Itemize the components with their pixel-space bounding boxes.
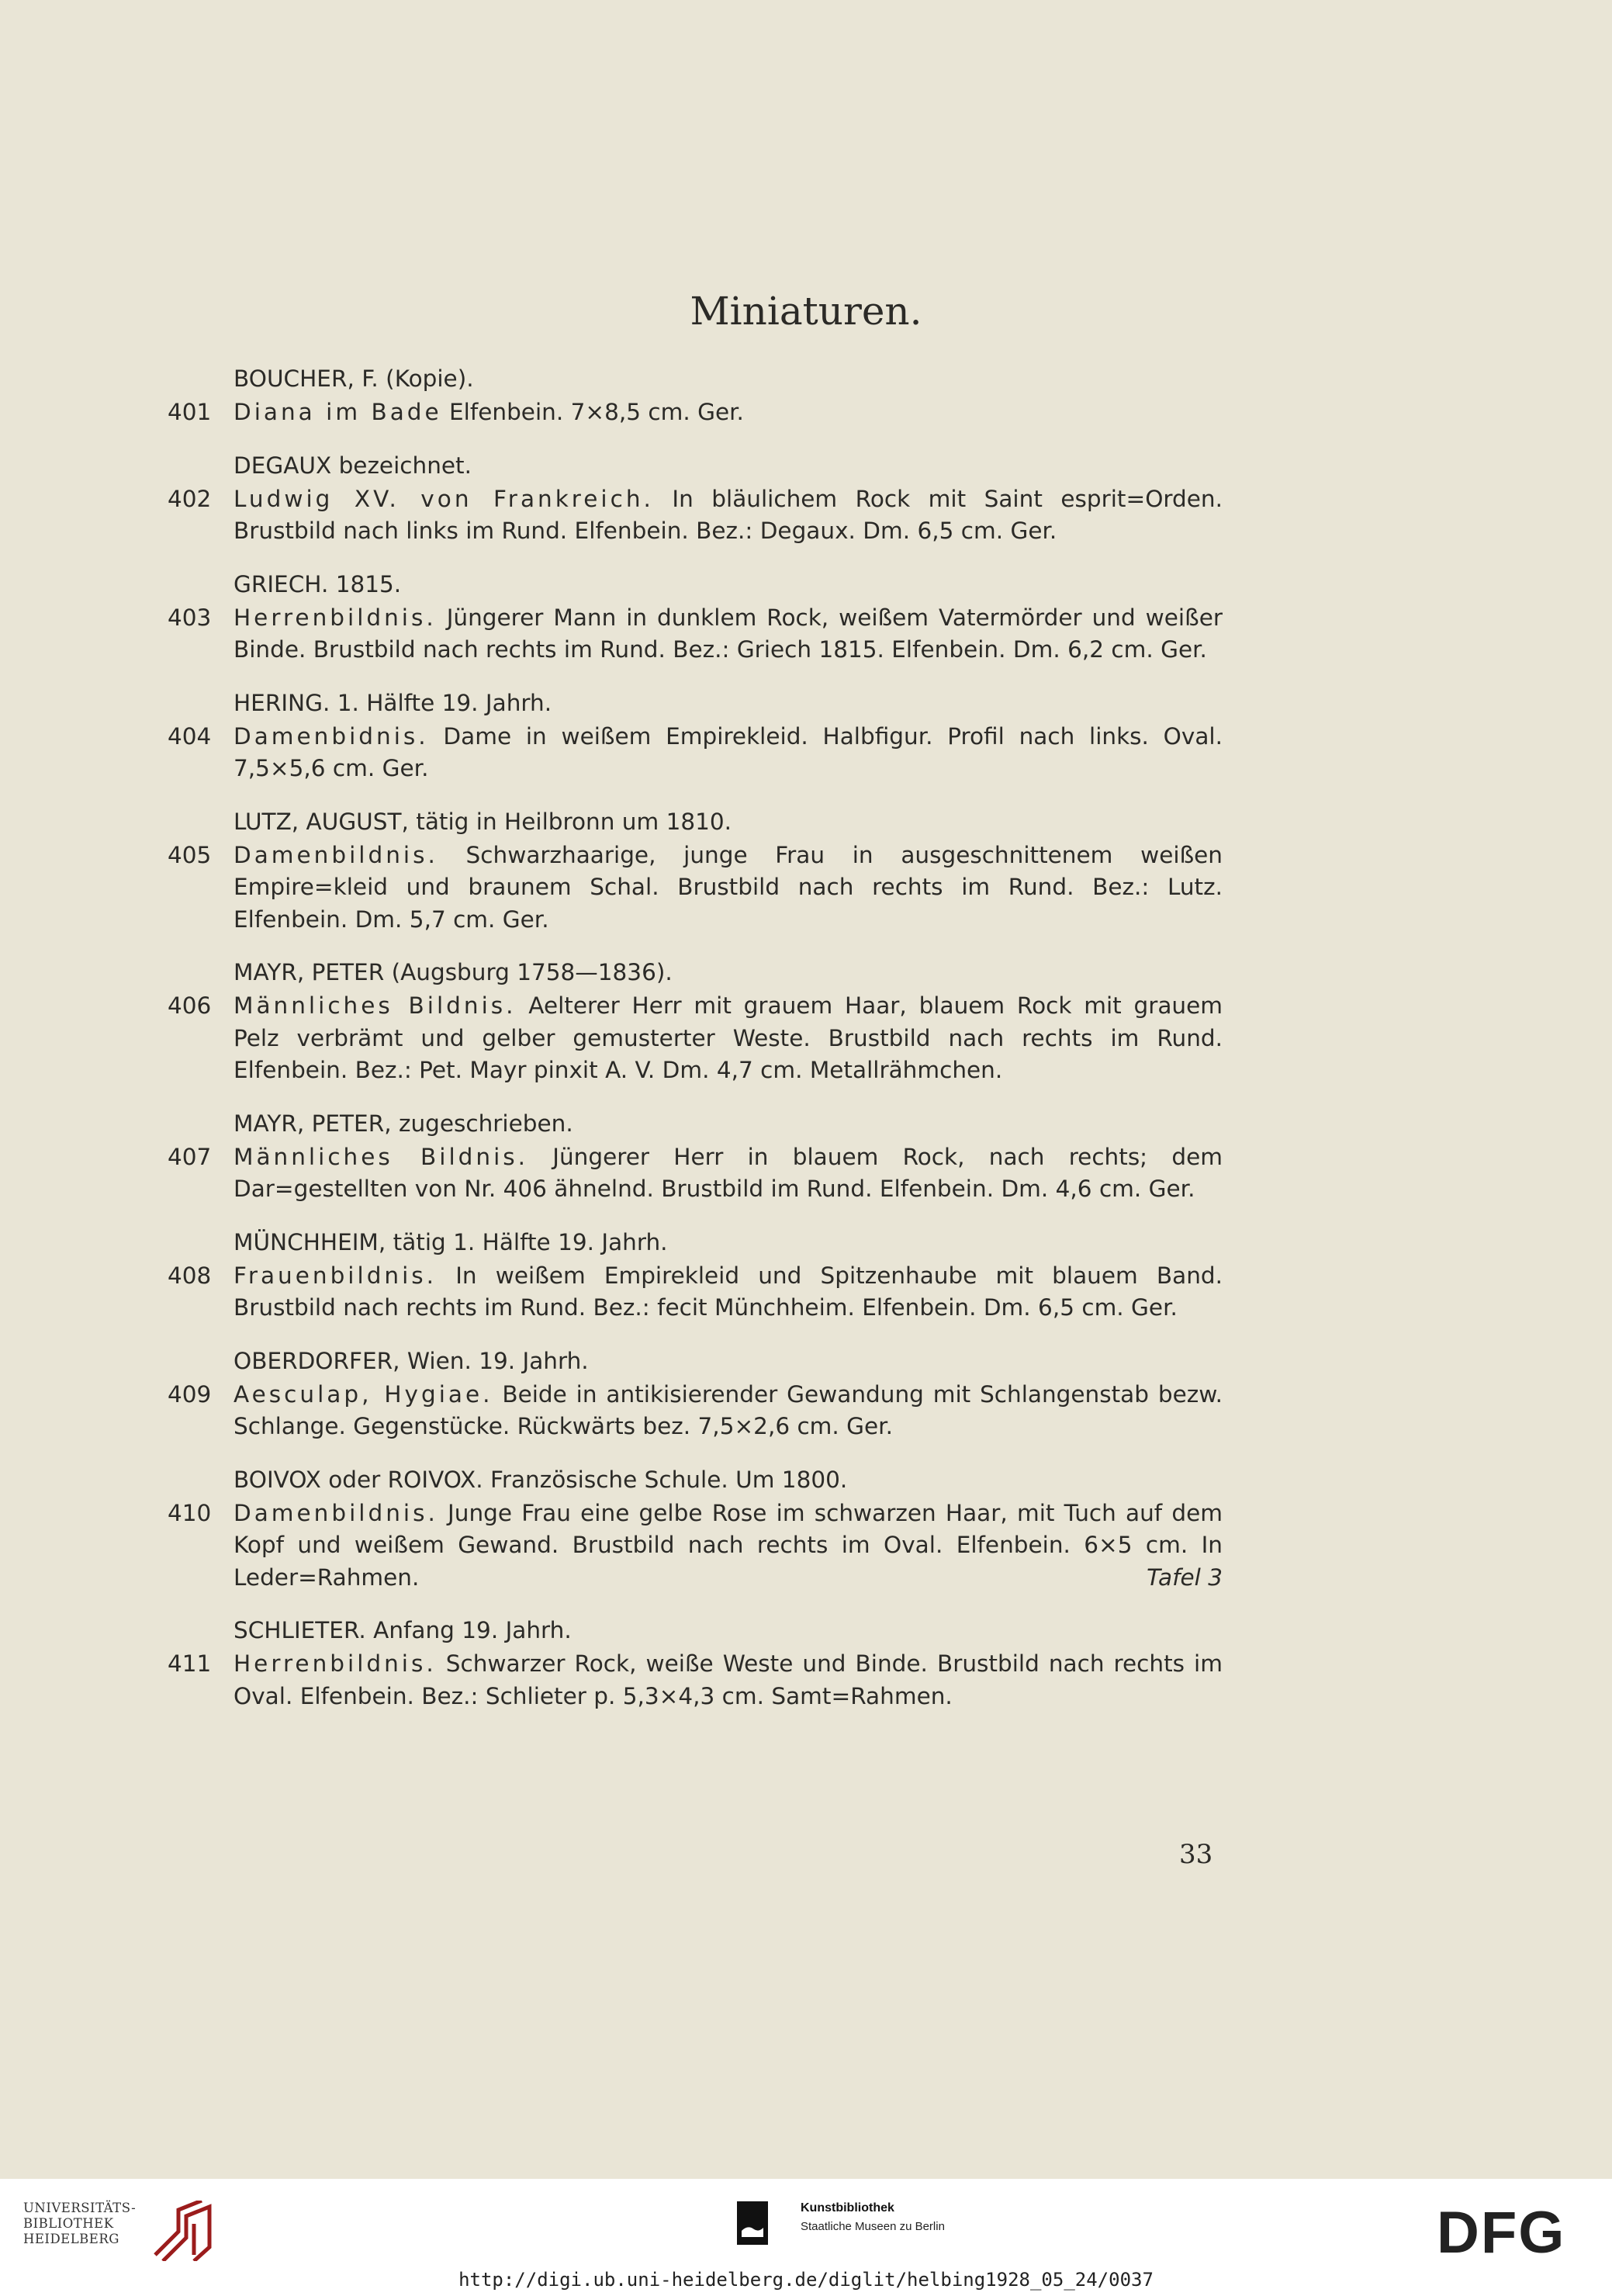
lot-title: Herrenbildnis. <box>233 604 437 631</box>
heidelberg-library-logo[interactable] <box>23 2201 178 2260</box>
lot-details: In weißem Empirekleid und Spitzenhaube mit blauem Band. Brustbild nach rechts im Rund. Bez.: fecit Münchheim. Elfenbein. Dm. 6,5 cm. Ger. <box>233 1262 1223 1321</box>
artist-heading: HERING. 1. Hälfte 19. Jahrh. <box>233 689 552 716</box>
lot-description <box>233 602 1223 667</box>
plate-reference: Tafel 3 <box>1147 1564 1223 1591</box>
catalog-entries <box>168 362 1223 1732</box>
lot-item <box>168 990 1223 1087</box>
lot-number: 411 <box>168 1650 212 1677</box>
artist-heading: BOUCHER, F. (Kopie). <box>233 365 474 392</box>
lot-number: 405 <box>168 841 212 868</box>
artist-heading: GRIECH. 1815. <box>233 570 402 597</box>
catalog-entry <box>168 362 1223 429</box>
lot-item <box>168 1379 1223 1443</box>
lot-details: Aelterer Herr mit grauem Haar, blauem Rock mit grauem Pelz verbrämt und gelber gemusterter Weste. Brustbild nach rechts im Rund. Elfenbein. Bez.: Pet. Mayr pinxit A. V. Dm. 4,7 cm. Metallrähmchen. <box>233 992 1223 1083</box>
lot-item <box>168 840 1223 937</box>
artist-heading: DEGAUX bezeichnet. <box>233 452 472 479</box>
lot-description <box>233 1260 1223 1325</box>
catalog-entry <box>168 955 1223 1087</box>
lot-title: Damenbildnis. <box>233 1499 438 1526</box>
catalog-entry <box>168 448 1223 548</box>
page-number: 33 <box>1179 1839 1213 1870</box>
artist-heading: OBERDORFER, Wien. 19. Jahrh. <box>233 1347 589 1374</box>
lot-details: Elfenbein. 7×8,5 cm. Ger. <box>441 399 744 425</box>
lot-item <box>168 721 1223 785</box>
library-emblem-icon <box>147 2201 221 2261</box>
lot-item <box>168 1141 1223 1206</box>
lot-title: Damenbidnis. <box>233 722 429 750</box>
lot-details: Jüngerer Mann in dunklem Rock, weißem Vatermörder und weißer Binde. Brustbild nach rechts im Rund. Bez.: Griech 1815. Elfenbein. Dm. 6,2 cm. Ger. <box>233 604 1223 663</box>
kunstbibliothek-name: Kunstbibliothek <box>801 2201 894 2215</box>
artist-heading: LUTZ, AUGUST, tätig in Heilbronn um 1810. <box>233 808 732 835</box>
dfg-logo[interactable]: DFG <box>1437 2200 1566 2266</box>
lot-description <box>233 990 1223 1087</box>
lot-description <box>233 483 1223 548</box>
kunstbibliothek-logo[interactable] <box>737 2195 985 2249</box>
lot-number: 403 <box>168 604 212 631</box>
lot-description <box>233 1379 1223 1443</box>
artist-heading: MAYR, PETER, zugeschrieben. <box>233 1110 573 1137</box>
lot-title: Männliches Bildnis. <box>233 992 517 1019</box>
lot-title: Männliches Bildnis. <box>233 1143 529 1170</box>
lot-title: Ludwig XV. von Frankreich. <box>233 485 654 512</box>
page-title: Miniaturen. <box>690 289 922 334</box>
kunstbibliothek-subtitle: Staatliche Museen zu Berlin <box>801 2220 945 2233</box>
library-name-line: UNIVERSITÄTS- <box>23 2201 137 2215</box>
lot-title: Diana im Bade <box>233 399 442 425</box>
lot-details: Schwarzhaarige, junge Frau in ausgeschnittenem weißen Empire=kleid und braunem Schal. Brustbild nach rechts im Rund. Bez.: Lutz. Elfenbein. Dm. 5,7 cm. Ger. <box>233 841 1223 933</box>
lot-number: 407 <box>168 1143 212 1170</box>
artist-heading: BOIVOX oder ROIVOX. Französische Schule. Um 1800. <box>233 1466 848 1493</box>
page-url[interactable]: http://digi.ub.uni-heidelberg.de/diglit/helbing1928_05_24/0037 <box>458 2269 1154 2291</box>
kunstbibliothek-emblem-icon <box>737 2201 768 2245</box>
lot-number: 406 <box>168 992 212 1019</box>
artist-heading: MÜNCHHEIM, tätig 1. Hälfte 19. Jahrh. <box>233 1228 668 1255</box>
lot-number: 408 <box>168 1262 212 1289</box>
lot-title: Herrenbildnis. <box>233 1650 437 1677</box>
lot-description <box>233 840 1223 937</box>
library-name-line: HEIDELBERG <box>23 2232 119 2246</box>
catalog-entry <box>168 805 1223 937</box>
lot-details: Junge Frau eine gelbe Rose im schwarzen Haar, mit Tuch auf dem Kopf und weißem Gewand. Brustbild nach rechts im Oval. Elfenbein. 6×5 cm. In Leder=Rahmen. <box>233 1499 1223 1591</box>
lot-title: Damenbildnis. <box>233 841 438 868</box>
catalog-entry <box>168 1106 1223 1206</box>
library-name <box>23 2201 136 2247</box>
lot-number: 404 <box>168 722 212 750</box>
artist-heading: MAYR, PETER (Augsburg 1758—1836). <box>233 959 673 985</box>
catalog-entry <box>168 1225 1223 1325</box>
lot-number: 401 <box>168 399 212 425</box>
lot-title: Frauenbildnis. <box>233 1262 438 1289</box>
lot-number: 410 <box>168 1499 212 1526</box>
lot-item <box>168 483 1223 548</box>
catalog-entry <box>168 567 1223 667</box>
catalog-entry <box>168 1613 1223 1712</box>
lot-details: Dame in weißem Empirekleid. Halbfigur. Profil nach links. Oval. 7,5×5,6 cm. Ger. <box>233 722 1223 781</box>
lot-item <box>168 1648 1223 1712</box>
lot-description <box>233 1498 1223 1595</box>
artist-heading: SCHLIETER. Anfang 19. Jahrh. <box>233 1617 572 1643</box>
lot-description <box>233 397 1223 429</box>
library-name-line: BIBLIOTHEK <box>23 2216 114 2231</box>
lot-number: 402 <box>168 485 212 512</box>
lot-description <box>233 1141 1223 1206</box>
lot-description <box>233 1648 1223 1712</box>
lot-details: Beide in antikisierender Gewandung mit Schlangenstab bezw. Schlange. Gegenstücke. Rückwärts bez. 7,5×2,6 cm. Ger. <box>233 1380 1223 1439</box>
lot-title: Aesculap, Hygiae. <box>233 1380 493 1408</box>
lot-details: Jüngerer Herr in blauem Rock, nach rechts; dem Dar=gestellten von Nr. 406 ähnelnd. Brustbild im Rund. Elfenbein. Dm. 4,6 cm. Ger. <box>233 1143 1223 1202</box>
catalog-entry <box>168 1463 1223 1595</box>
lot-item <box>168 1498 1223 1595</box>
lot-description <box>233 721 1223 785</box>
lot-item <box>168 397 1223 429</box>
lot-item <box>168 1260 1223 1325</box>
lot-item <box>168 602 1223 667</box>
catalog-entry <box>168 1344 1223 1443</box>
lot-details: Schwarzer Rock, weiße Weste und Binde. Brustbild nach rechts im Oval. Elfenbein. Bez.: Schlieter p. 5,3×4,3 cm. Samt=Rahmen. <box>233 1650 1223 1709</box>
lot-number: 409 <box>168 1380 212 1408</box>
catalog-entry <box>168 686 1223 785</box>
lot-details: In bläulichem Rock mit Saint esprit=Orden. Brustbild nach links im Rund. Elfenbein. Bez.: Degaux. Dm. 6,5 cm. Ger. <box>233 485 1223 544</box>
